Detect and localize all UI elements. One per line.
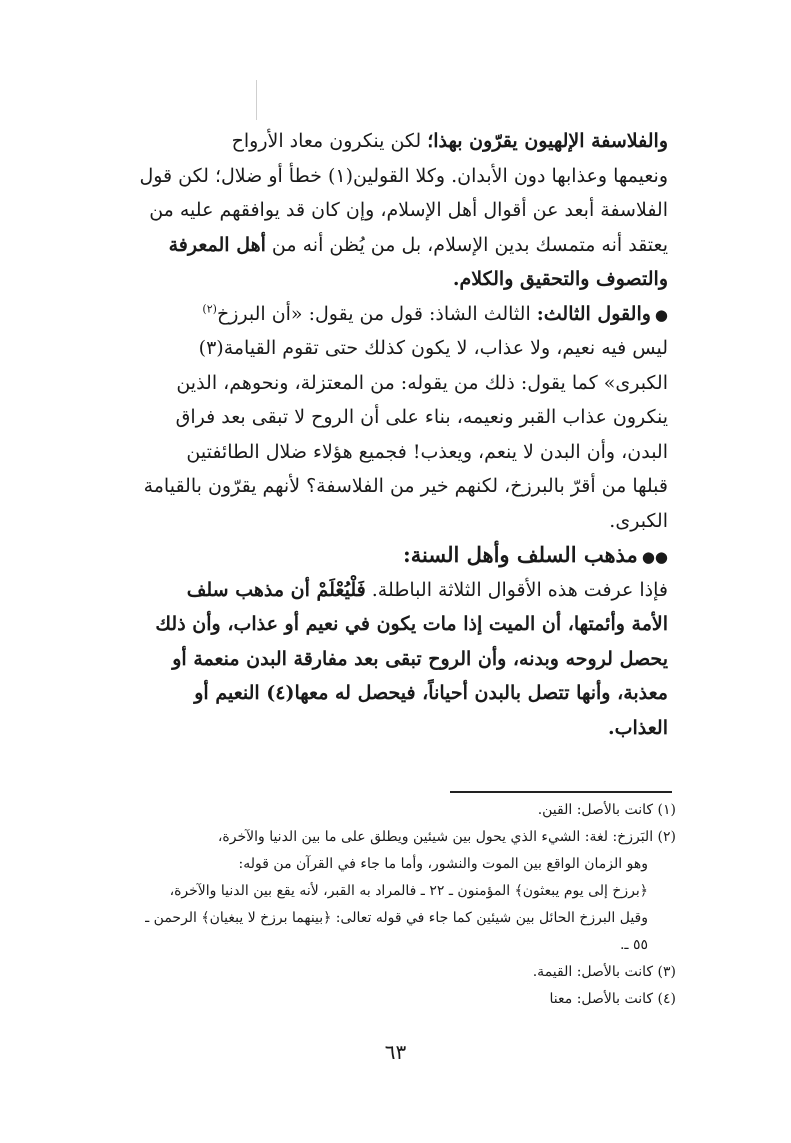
text-line: الكبرى» كما يقول: ذلك من يقوله: من المعتزلة، ونحوهم، الذين [176,371,668,394]
section-heading-text: مذهب السلف وأهل السنة: [402,542,638,567]
text-line: الكبرى. [609,509,668,532]
footnote: (١) كانت بالأصل: القين. [537,802,676,818]
text-line: يحصل لروحه وبدنه، وأن الروح تبقى بعد مفارقة البدن منعمة أو [172,647,668,670]
footnote: (٤) كانت بالأصل: معنا [549,991,676,1007]
text-line: معذبة، وأنها تتصل بالبدن أحياناً، فيحصل له معها(٤) النعيم أو [194,682,668,704]
text-line: ينكرون عذاب القبر ونعيمه، بناء على أن الروح لا تبقى بعد فراق [175,406,668,428]
text-line: ليس فيه نعيم، ولا عذاب، لا يكون كذلك حتى تقوم القيامة(٣) [198,337,668,359]
text-line: فإذا عرفت هذه الأقوال الثلاثة الباطلة. فَلْيُعْلَمْ أن مذهب سلف [186,578,668,601]
footnote-ref: (٢) [202,302,217,316]
text-line: والتصوف والتحقيق والكلام. [452,268,668,290]
text-line: الأمة وأئمتها، أن الميت إذا مات يكون في نعيم أو عذاب، وأن ذلك [155,613,668,635]
bold-phrase: والقول الثالث: [536,302,651,325]
footnote: (٣) كانت بالأصل: القيمة. [532,964,676,980]
text-line: العذاب. [608,716,668,739]
footnote-separator [450,791,672,793]
bold-phrase: أهل المعرفة [168,233,266,256]
text-line: الفلاسفة أبعد عن أقوال أهل الإسلام، وإن كان قد يوافقهم عليه من [149,199,668,221]
text-line: يعتقد أنه متمسك بدين الإسلام، بل من يُظن أنه من أهل المعرفة [168,233,668,256]
footnote-continuation: وهو الزمان الواقع بين الموت والنشور، وأما ما جاء في القرآن من قوله: [238,856,648,872]
double-bullet-icon: ●● [641,548,668,566]
footnotes [128,797,676,1013]
bullet-icon: ● [654,305,668,324]
main-text [128,124,668,745]
text-line: ونعيمها وعذابها دون الأبدان. وكلا القولين(١) خطأ أو ضلال؛ لكن قول [139,164,668,187]
text-line: البدن، وأن البدن لا ينعم، ويعذب! فجميع هؤلاء ضلال الطائفتين [186,440,668,463]
scan-edge-mark [256,80,257,120]
footnote-continuation: ٥٥ ـ. [619,937,648,953]
text-line: ●والقول الثالث: الثالث الشاذ: قول من يقول: «أن البرزخ$^{(٢)}$ [202,302,668,325]
section-heading [128,538,668,573]
bold-phrase: والفلاسفة الإلهيون يقرّون بهذا؛ [427,130,668,152]
footnote-continuation: ﴿برزخ إلى يوم يبعثون﴾ المؤمنون ـ ٢٢ ـ فالمراد به القبر، لأنه يقع بين الدنيا والآخرة، [169,883,648,899]
page-number: ٦٣ [384,1040,407,1064]
text-line: والفلاسفة الإلهيون يقرّون بهذا؛ لكن ينكرون معاد الأرواح [231,130,668,152]
text-line: قبلها من أقرّ بالبرزخ، لكنهم خير من الفلاسفة؟ لأنهم يقرّون بالقيامة [143,475,668,497]
bold-phrase: فَلْيُعْلَمْ أن مذهب سلف [186,578,366,601]
footnote-continuation: وقيل البرزخ الحائل بين شيئين كما جاء في قوله تعالى: ﴿بينهما برزخ لا يبغيان﴾ الرحمن ـ [145,910,648,926]
footnote: (٢) البَرزخ: لغة: الشيء الذي يحول بين شيئين ويطلق على ما بين الدنيا والآخرة، [217,829,676,845]
